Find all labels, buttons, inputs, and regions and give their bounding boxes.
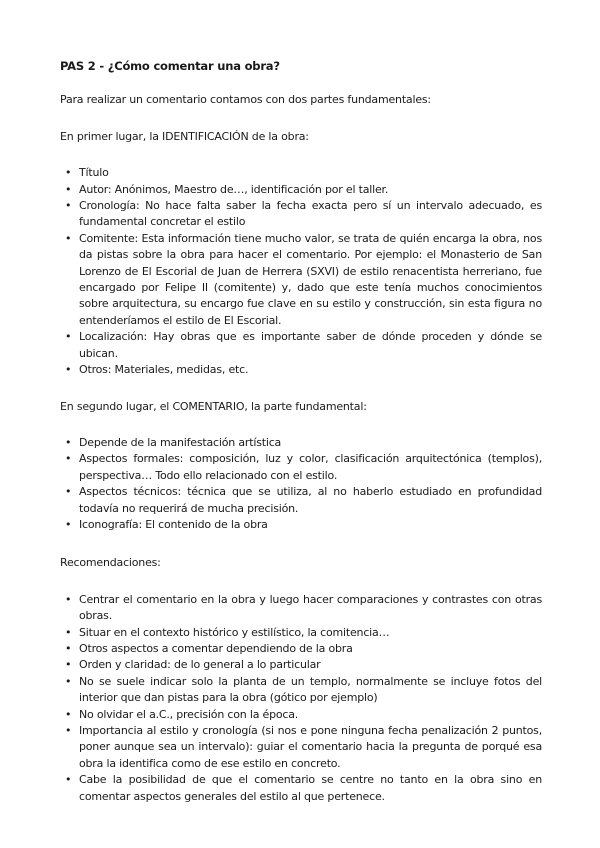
identification-list — [60, 165, 542, 378]
list-item — [60, 329, 542, 362]
bullet-icon: • — [65, 625, 72, 639]
list-item-text: Autor: Anónimos, Maestro de…, identificación por el taller. — [79, 182, 389, 196]
bullet-icon: • — [65, 199, 72, 213]
list-item-text: Localización: Hay obras que es importante saber de dónde proceden y dónde se ubican. — [79, 330, 542, 360]
list-item — [60, 182, 542, 198]
bullet-icon: • — [65, 517, 72, 531]
list-item-text: Otros: Materiales, medidas, etc. — [79, 363, 249, 377]
list-item — [60, 772, 542, 805]
list-item — [60, 517, 542, 533]
list-item — [60, 657, 542, 673]
list-item-text: Otros aspectos a comentar dependiendo de la obra — [79, 641, 353, 655]
bullet-icon: • — [65, 592, 72, 606]
bullet-icon: • — [65, 485, 72, 499]
list-item-text: Importancia al estilo y cronología (si nos e pone ninguna fecha penalización 2 puntos, poner aunque sea un intervalo): guiar el comentario hacia la pregunta de porqué esa obra la identifica como de ese estilo en concreto. — [79, 724, 542, 770]
bullet-icon: • — [65, 363, 72, 377]
bullet-icon: • — [65, 724, 72, 737]
list-item-text: Centrar el comentario en la obra y luego hacer comparaciones y contrastes con otras obras. — [79, 592, 542, 623]
bullet-icon: • — [65, 773, 72, 787]
bullet-icon: • — [65, 674, 72, 688]
list-item-text: No olvidar el a.C., precisión con la época. — [79, 707, 299, 721]
page-title: PAS 2 - ¿Cómo comentar una obra? — [60, 59, 280, 73]
section-identification-heading: En primer lugar, la IDENTIFICACIÓN de la obra: — [60, 129, 309, 143]
list-item — [60, 362, 542, 378]
list-item — [60, 165, 542, 181]
bullet-icon: • — [65, 641, 72, 655]
list-item — [60, 592, 542, 625]
list-item-text: Comitente: Esta información tiene mucho valor, se trata de quién encarga la obra, nos da pistas sobre la obra para hacer el comentario. Por ejemplo: el Monasterio de San Lorenzo de El Escorial de Juan de Herrera (SXVI) de estilo renacentista herreriano, fue encargado por Felipe II (comitente) y, dado que este tenía muchos conocimientos sobre arquitectura, su encargo fue clave en su estilo y construcción, sin esta figura no entenderíamos el estilo de El Escorial. — [79, 231, 542, 327]
recommendations-list — [60, 592, 542, 805]
list-item-text: Título — [79, 166, 109, 180]
bullet-icon: • — [65, 166, 72, 180]
bullet-icon: • — [65, 658, 72, 672]
section-commentary-heading: En segundo lugar, el COMENTARIO, la parte fundamental: — [60, 399, 367, 413]
intro-paragraph: Para realizar un comentario contamos con dos partes fundamentales: — [60, 93, 431, 107]
commentary-list — [60, 435, 542, 533]
list-item-text: Iconografía: El contenido de la obra — [79, 517, 268, 531]
bullet-icon: • — [65, 707, 72, 721]
list-item — [60, 674, 542, 707]
list-item — [60, 484, 542, 517]
list-item-text: Situar en el contexto histórico y estilístico, la comitencia… — [79, 625, 390, 639]
document-page — [60, 58, 542, 825]
list-item-text: Cronología: No hace falta saber la fecha exacta pero sí un intervalo adecuado, es fundamental concretar el estilo — [79, 199, 542, 229]
list-item — [60, 231, 542, 329]
list-item-text: No se suele indicar solo la planta de un templo, normalmente se incluye fotos del interior que dan pistas para la obra (gótico por ejemplo) — [79, 674, 542, 705]
list-item-text: Aspectos técnicos: técnica que se utiliza, al no haberlo estudiado en profundidad todavía no requerirá de mucha precisión. — [79, 485, 542, 515]
list-item-text: Depende de la manifestación artística — [79, 435, 282, 449]
bullet-icon: • — [65, 182, 72, 196]
bullet-icon: • — [65, 231, 72, 245]
list-item — [60, 198, 542, 231]
list-item — [60, 707, 542, 723]
bullet-icon: • — [65, 330, 72, 344]
list-item — [60, 435, 542, 451]
list-item-text: Orden y claridad: de lo general a lo particular — [79, 658, 321, 672]
section-recommendations-heading: Recomendaciones: — [60, 556, 161, 570]
list-item-text: Cabe la posibilidad de que el comentario se centre no tanto en la obra sino en comentar aspectos generales del estilo al que pertenece. — [79, 773, 542, 803]
list-item — [60, 451, 542, 484]
bullet-icon: • — [65, 435, 72, 449]
bullet-icon: • — [65, 452, 72, 466]
list-item — [60, 723, 542, 772]
list-item — [60, 625, 542, 641]
list-item — [60, 641, 542, 657]
list-item-text: Aspectos formales: composición, luz y color, clasificación arquitectónica (templos), perspectiva… Todo ello relacionado con el estilo. — [79, 452, 542, 482]
